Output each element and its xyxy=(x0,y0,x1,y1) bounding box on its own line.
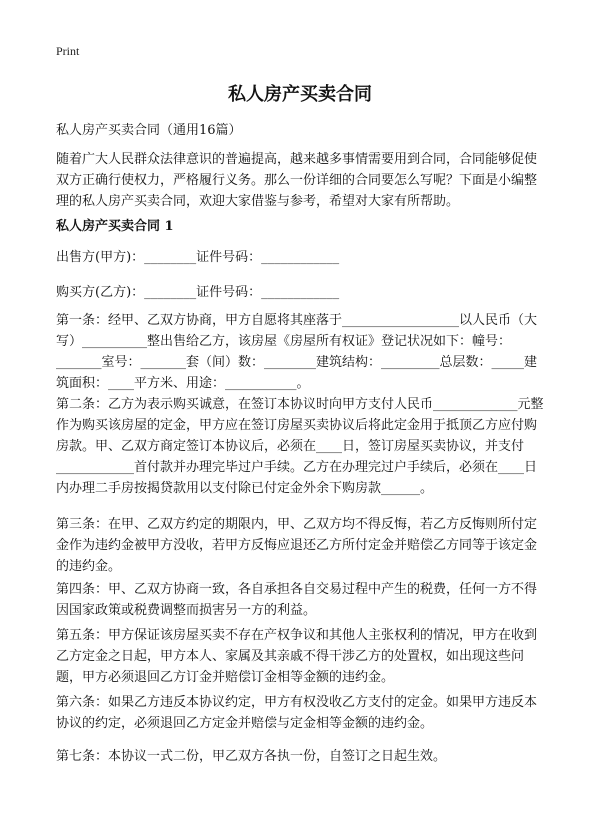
article-1: 第一条：经甲、乙双方协商，甲方自愿将其座落于__________________以人民币（大写）__________整出售给乙方，该房屋《房屋所有权证》登记状况如下：幢号：_______室号：_______套（间）数：________建筑结构：_________总层数：_____建筑面积：____平方米、用途：___________。 xyxy=(56,313,538,391)
article-3: 第三条：在甲、乙双方约定的期限内，甲、乙双方均不得反悔，若乙方反悔则所付定金作为违约金被甲方没收，若甲方反悔应退还乙方所付定金并赔偿乙方同等于该定金的违约金。 xyxy=(56,517,538,574)
section-heading: 私人房产买卖合同 1 xyxy=(56,219,174,234)
article-5: 第五条：甲方保证该房屋买卖不存在产权争议和其他人主张权利的情况，甲方在收到乙方定金之日起，甲方本人、家属及其亲戚不得干涉乙方的处置权，如出现这些问题，甲方必须退回乙方订金并赔偿订金相等金额的违约金。 xyxy=(56,628,538,685)
seller-line: 出售方(甲方)：________证件号码：____________ xyxy=(56,250,340,265)
document-subtitle: 私人房产买卖合同（通用16篇） xyxy=(56,123,242,138)
article-7: 第七条：本协议一式二份，甲乙双方各执一份，自签订之日起生效。 xyxy=(56,749,447,764)
article-4: 第四条：甲、乙双方协商一致，各自承担各自交易过程中产生的税费，任何一方不得因国家政策或税费调整而损害另一方的利益。 xyxy=(56,582,538,618)
buyer-line: 购买方(乙方)：________证件号码：____________ xyxy=(56,285,340,300)
print-label[interactable]: Print xyxy=(56,44,80,58)
document-title: 私人房产买卖合同 xyxy=(228,84,372,105)
article-6: 第六条：如果乙方违反本协议约定，甲方有权没收乙方支付的定金。如果甲方违反本协议的约定，必须退回乙方定金并赔偿与定金相等金额的违约金。 xyxy=(56,695,538,731)
article-2: 第二条：乙方为表示购买诚意，在签订本协议时向甲方支付人民币_____________元整作为购买该房屋的定金，甲方应在签订房屋买卖协议后将此定金用于抵顶乙方应付购房款。甲、乙双方商定签订本协议后，必须在____日，签订房屋买卖协议，并支付____________首付款并办理完毕过户手续。乙方在办理完过户手续后，必须在____日内办理二手房按揭贷款用以支付除已付定金外余下购房款______。 xyxy=(56,397,544,496)
intro-paragraph: 随着广大人民群众法律意识的普遍提高，越来越多事情需要用到合同，合同能够促使双方正确行使权力，严格履行义务。那么一份详细的合同要怎么写呢？下面是小编整理的私人房产买卖合同，欢迎大家借鉴与参考，希望对大家有所帮助。 xyxy=(56,152,538,209)
